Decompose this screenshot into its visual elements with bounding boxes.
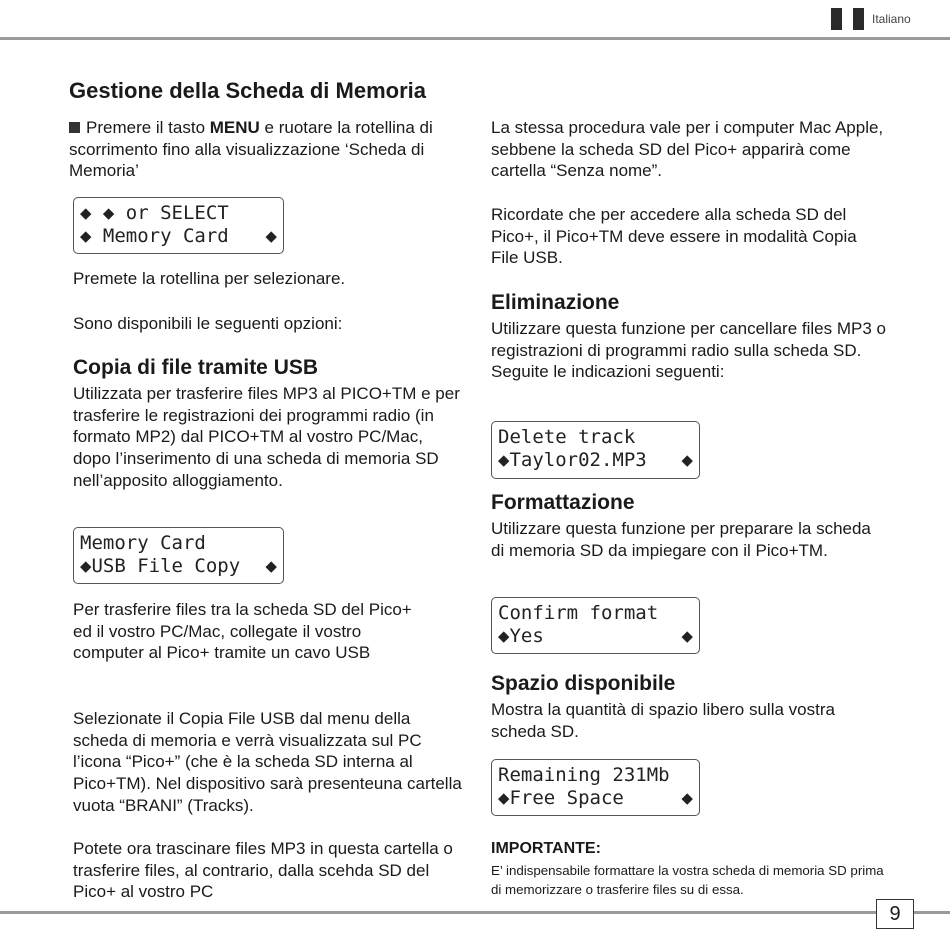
paragraph: Ricordate che per accedere alla scheda SD del Pico+, il Pico+TM deve essere in modalità Copia File USB. [491, 205, 857, 268]
footer-rule [0, 911, 950, 914]
lcd-display-remaining-space: Remaining 231Mb ◆Free Space ◆ [491, 759, 700, 816]
header-rule [0, 37, 950, 40]
section-heading-free-space: Spazio disponibile [491, 672, 676, 695]
section-heading-usb-copy: Copia di file tramite USB [73, 356, 319, 379]
lcd-display-delete-track: Delete track ◆Taylor02.MP3 ◆ [491, 421, 700, 479]
header-block-icon [853, 8, 864, 30]
paragraph: Selezionate il Copia File USB dal menu della scheda di memoria e verrà visualizzata sul PC l’icona “Pico+” (che è la scheda SD interna al Pico+TM). Nel dispositivo sarà presenteuna cartella vuota “BRANI” (Tracks). [73, 709, 462, 815]
intro-paragraph: Premere il tasto MENU e ruotare la rotellina di scorrimento fino alla visualizzazione ‘Scheda di Memoria’ [69, 118, 433, 181]
bullet-square-icon [69, 122, 80, 133]
paragraph: La stessa procedura vale per i computer Mac Apple, sebbene la scheda SD del Pico+ apparirà come cartella “Senza nome”. [491, 118, 884, 181]
lcd-display-confirm-format: Confirm format ◆Yes ◆ [491, 597, 700, 654]
language-label: Italiano [872, 12, 911, 26]
paragraph: Sono disponibili le seguenti opzioni: [73, 314, 343, 333]
page-title: Gestione della Scheda di Memoria [69, 78, 426, 103]
page-number: 9 [876, 899, 914, 929]
paragraph: Utilizzata per trasferire files MP3 al PICO+TM e per trasferire le registrazioni dei programmi radio (in formato MP2) dal PICO+TM al vostro PC/Mac, dopo l’inserimento di una scheda di memoria SD nell’apposito alloggiamento. [73, 384, 460, 490]
paragraph: Premete la rotellina per selezionare. [73, 269, 346, 288]
section-heading-format: Formattazione [491, 491, 635, 514]
paragraph: Utilizzare questa funzione per cancellare files MP3 o registrazioni di programmi radio sulla scheda SD. Seguite le indicazioni seguenti: [491, 319, 886, 382]
important-note: E’ indispensabile formattare la vostra scheda di memoria SD prima di memorizzare o trasferire files su di essa. [491, 863, 884, 897]
lcd-display-memory-menu: ◆ ◆ or SELECT ◆ Memory Card ◆ [73, 197, 284, 254]
lcd-display-usb-file-copy: Memory Card ◆USB File Copy ◆ [73, 527, 284, 584]
important-heading: IMPORTANTE: [491, 840, 601, 857]
paragraph: Utilizzare questa funzione per preparare la scheda di memoria SD da impiegare con il Pico+TM. [491, 519, 871, 560]
header-block-icon [831, 8, 842, 30]
section-heading-delete: Eliminazione [491, 291, 620, 314]
paragraph: Mostra la quantità di spazio libero sulla vostra scheda SD. [491, 700, 835, 741]
paragraph: Potete ora trascinare files MP3 in questa cartella o trasferire files, al contrario, dalla scehda SD del Pico+ al vostro PC [73, 839, 453, 902]
paragraph: Per trasferire files tra la scheda SD del Pico+ ed il vostro PC/Mac, collegate il vostro computer al Pico+ tramite un cavo USB [73, 600, 412, 663]
